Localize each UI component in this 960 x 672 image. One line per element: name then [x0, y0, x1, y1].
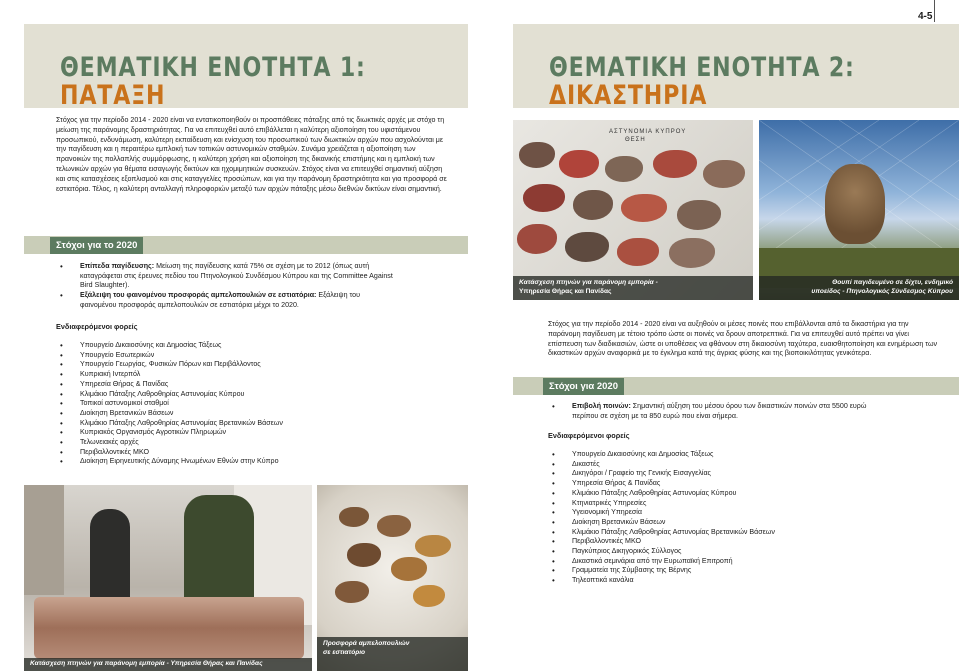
cooked-bird: [415, 535, 451, 557]
page-number: 4-5: [918, 11, 933, 22]
stakeholder-item: • Υγειονομική Υπηρεσία: [548, 508, 888, 518]
stakeholder-item: • Τελωνειακές αρχές: [56, 438, 396, 448]
dead-bird: [617, 238, 659, 266]
owl-net-caption-line: Θουπί παγιδευμένο σε δίχτυ, ενδημικό: [832, 279, 953, 286]
cooked-bird: [391, 557, 427, 581]
dead-bird: [605, 156, 643, 182]
right-intro-text: Στόχος για την περίοδο 2014 - 2020 είναι να αυξηθούν οι μέσες ποινές που επιβάλλονται από τα δικαστήρια για την παράνομη παγίδευση με τέτοιο τρόπο ώστε οι ποινές να δρουν αποτρεπτικά. Για να επιτευχθεί αυτό πρέπει να γίνει επίσπευση των διαδικασιών, ώστε οι υποθέσεις να φθάνουν στη δικαιοσύνη ταχύτερα, ευαισθητοποίηση και ενημέρωση των δικαστικών αρχών αναφορικά με το έγκλημα κατά της άγριας φύσης και της βιοποικιλότητας γενικότερα.: [548, 320, 938, 358]
left-stakeholders-list: [56, 341, 396, 467]
left-goals-list: [56, 262, 396, 311]
restaurant-birds-photo: [317, 485, 468, 671]
stakeholder-item: • Δικηγόροι / Γραφείο της Γενικής Εισαγγελίας: [548, 469, 888, 479]
stakeholder-item: • Παγκύπριος Δικηγορικός Σύλλογος: [548, 547, 888, 557]
dead-bird: [517, 224, 557, 254]
dead-bird: [559, 150, 599, 178]
left-goal-item: • Επίπεδα παγίδευσης: Μείωση της παγίδευσης κατά 75% σε σχέση με το 2012 (όπως αυτή καταγράφεται στις έρευνες πεδίου του Πτηνολογικού Συνδέσμου Κύπρου και της Committee Against Bird Slaughter).: [56, 262, 396, 291]
owl-net-caption: [759, 276, 959, 300]
left-stakeholders-title: Ενδιαφερόμενοι φορείς: [56, 322, 138, 331]
right-section-subtitle: ΔΙΚΑΣΤΗΡΙΑ: [549, 80, 708, 111]
stakeholder-item: • Υπουργείο Δικαιοσύνης και Δημοσίας Τάξεως: [548, 450, 888, 460]
restaurant-birds-caption: [317, 637, 468, 671]
dead-bird: [565, 232, 609, 262]
right-title-box: [513, 24, 959, 111]
police-label-line: ΘΕΣΗ: [625, 137, 646, 143]
cameraman-figure: [90, 509, 130, 609]
stakeholder-item: • Διοίκηση Βρετανικών Βάσεων: [548, 518, 888, 528]
stakeholder-item: • Περιβαλλοντικές ΜΚΟ: [56, 448, 396, 458]
page-number-rule: [934, 0, 935, 22]
cooked-bird: [335, 581, 369, 603]
stakeholder-item: • Γραμματεία της Σύμβασης της Βέρνης: [548, 566, 888, 576]
stakeholder-item: • Κλιμάκιο Πάταξης Λαθροθηρίας Αστυνομίας Βρετανικών Βάσεων: [548, 528, 888, 538]
stakeholder-item: • Τοπικοί αστυνομικοί σταθμοί: [56, 399, 396, 409]
restaurant-birds-caption-line: Προσφορά αμπελοπουλιών: [323, 640, 410, 647]
stakeholder-item: • Περιβαλλοντικές ΜΚΟ: [548, 537, 888, 547]
dead-bird: [573, 190, 613, 220]
stakeholder-item: • Κτηνιατρικές Υπηρεσίες: [548, 499, 888, 509]
stakeholder-item: • Δικαστικά σεμινάρια από την Ευρωπαϊκή Επιτροπή: [548, 557, 888, 567]
stakeholder-item: • Υπουργείο Γεωργίας, Φυσικών Πόρων και Περιβάλλοντος: [56, 360, 396, 370]
dead-bird: [621, 194, 667, 222]
cooked-bird: [347, 543, 381, 567]
left-title-box: [24, 24, 468, 111]
restaurant-birds-caption-line: σε εστιατόριο: [323, 648, 366, 656]
stakeholder-item: • Δικαστές: [548, 460, 888, 470]
police-label-line: ΑΣΤΥΝΟΜΙΑ ΚΥΠΡΟΥ: [609, 129, 687, 135]
right-stakeholders-list: [548, 450, 888, 586]
left-section-subtitle: ΠΑΤΑΞΗ: [60, 80, 166, 111]
owl-net-caption-line: υποείδος - Πτηνολογικός Σύνδεσμος Κύπρου: [811, 287, 953, 295]
left-goals-label: Στόχοι για το 2020: [50, 237, 143, 254]
owl-net-photo: [759, 120, 959, 300]
tray-birds-caption: [513, 276, 753, 300]
right-goal-item: • Επιβολή ποινών: Σημαντική αύξηση του μέσου όρου των δικαστικών ποινών στα 5500 ευρώ περίπου σε σχέση με τα 850 ευρώ που είναι σήμερα.: [548, 402, 878, 421]
dead-bird: [519, 142, 555, 168]
dead-bird: [669, 238, 715, 268]
window-shape: [24, 485, 64, 595]
stakeholder-item: • Υπουργείο Εσωτερικών: [56, 351, 396, 361]
police-label: [609, 128, 686, 144]
birds-table: [34, 597, 304, 659]
stakeholder-item: • Διοίκηση Βρετανικών Βάσεων: [56, 409, 396, 419]
seized-birds-photo: [24, 485, 312, 671]
stakeholder-item: • Υπηρεσία Θήρας & Πανίδας: [548, 479, 888, 489]
left-goal-item: • Εξάλειψη του φαινομένου προσφοράς αμπελοπουλιών σε εστιατόρια: Εξάλειψη του φαινομένου προσφοράς αμπελοπουλιών σε εστιατόρια μέχρι το 2020.: [56, 291, 396, 310]
cooked-bird: [377, 515, 411, 537]
left-intro-text: Στόχος για την περίοδο 2014 - 2020 είναι να εντατικοποιηθούν οι προσπάθειες πάταξης από τις διωκτικές αρχές με στόχο τη μείωση της παράνομης δραστηριότητας. Για να επιτευχθεί αυτό επιβάλλεται η καλύτερη αξιοποίηση του υφιστάμενου προσωπικού, ενδυνάμωση, καλύτερη εκπαίδευση και ενίσχυση του προσωπικού των διωκτικών αρχών που ασχολούνται με την παγίδευση και η περαιτέρω εμπλοκή των τοπικών αστυνομικών σταθμών. Συνάμα χρειάζεται η αξιοποίηση των πρανοικών της πολλαπλής συμμόρφωσης, η καλύτερη χρήση και αξιοποίηση της δικανικής επιστήμης και η εμπλοκή των τελωνικών αρχών για θέματα εισαγωγής δικτύων και ηχομιμητικών συσκευών. Στόχος είναι να επιτευχθεί σημαντική αύξηση και στις κατασχέσεις εξοπλισμού και στις καταγγελίες προσώπων, και για την παράνομη δραστηριότητα και για προσφορά σε εστιατόρια. Τέλος, η καλύτερη ανταλλαγή πληροφοριών μεταξύ των αρχών πάταξης μέσω διεθνών δικτύων είναι σημαντική.: [56, 116, 447, 193]
dead-bird: [523, 184, 565, 212]
tray-birds-photo: [513, 120, 753, 300]
left-section-title: ΘΕΜΑΤΙΚΗ ΕΝΟΤΗΤΑ 1:: [60, 52, 366, 83]
tray-birds-caption-line: Υπηρεσία Θήρας και Πανίδας: [519, 287, 612, 295]
cooked-bird: [413, 585, 445, 607]
stakeholder-item: • Κλιμάκιο Πάταξης Λαθροθηρίας Αστυνομίας Κύπρου: [548, 489, 888, 499]
dead-bird: [703, 160, 745, 188]
stakeholder-item: • Διοίκηση Ειρηνευτικής Δύναμης Ηνωμένων Εθνών στην Κύπρο: [56, 457, 396, 467]
stakeholder-item: • Κυπριακή Ιντερπόλ: [56, 370, 396, 380]
cooked-bird: [339, 507, 369, 527]
stakeholder-item: • Κλιμάκιο Πάταξης Λαθροθηρίας Αστυνομίας Κύπρου: [56, 390, 396, 400]
tray-birds-caption-line: Κατάσχεση πτηνών για παράνομη εμπορία -: [519, 279, 658, 286]
seized-birds-caption: Κατάσχεση πτηνών για παράνομη εμπορία - Υπηρεσία Θήρας και Πανίδας: [24, 658, 312, 671]
stakeholder-item: • Κλιμάκιο Πάταξης Λαθροθηρίας Αστυνομίας Βρετανικών Βάσεων: [56, 419, 396, 429]
dead-bird: [653, 150, 697, 178]
right-goals-list: [548, 402, 878, 421]
stakeholder-item: • Υπουργείο Δικαιοσύνης και Δημοσίας Τάξεως: [56, 341, 396, 351]
stakeholder-item: • Τηλεοπτικά κανάλια: [548, 576, 888, 586]
stakeholder-item: • Υπηρεσία Θήρας & Πανίδας: [56, 380, 396, 390]
right-goals-label: Στόχοι για 2020: [543, 378, 624, 395]
owl-bird: [825, 164, 885, 244]
dead-bird: [677, 200, 721, 230]
stakeholder-item: • Κυπριακός Οργανισμός Αγροτικών Πληρωμών: [56, 428, 396, 438]
right-section-title: ΘΕΜΑΤΙΚΗ ΕΝΟΤΗΤΑ 2:: [549, 52, 855, 83]
right-stakeholders-title: Ενδιαφερόμενοι φορείς: [548, 431, 630, 440]
